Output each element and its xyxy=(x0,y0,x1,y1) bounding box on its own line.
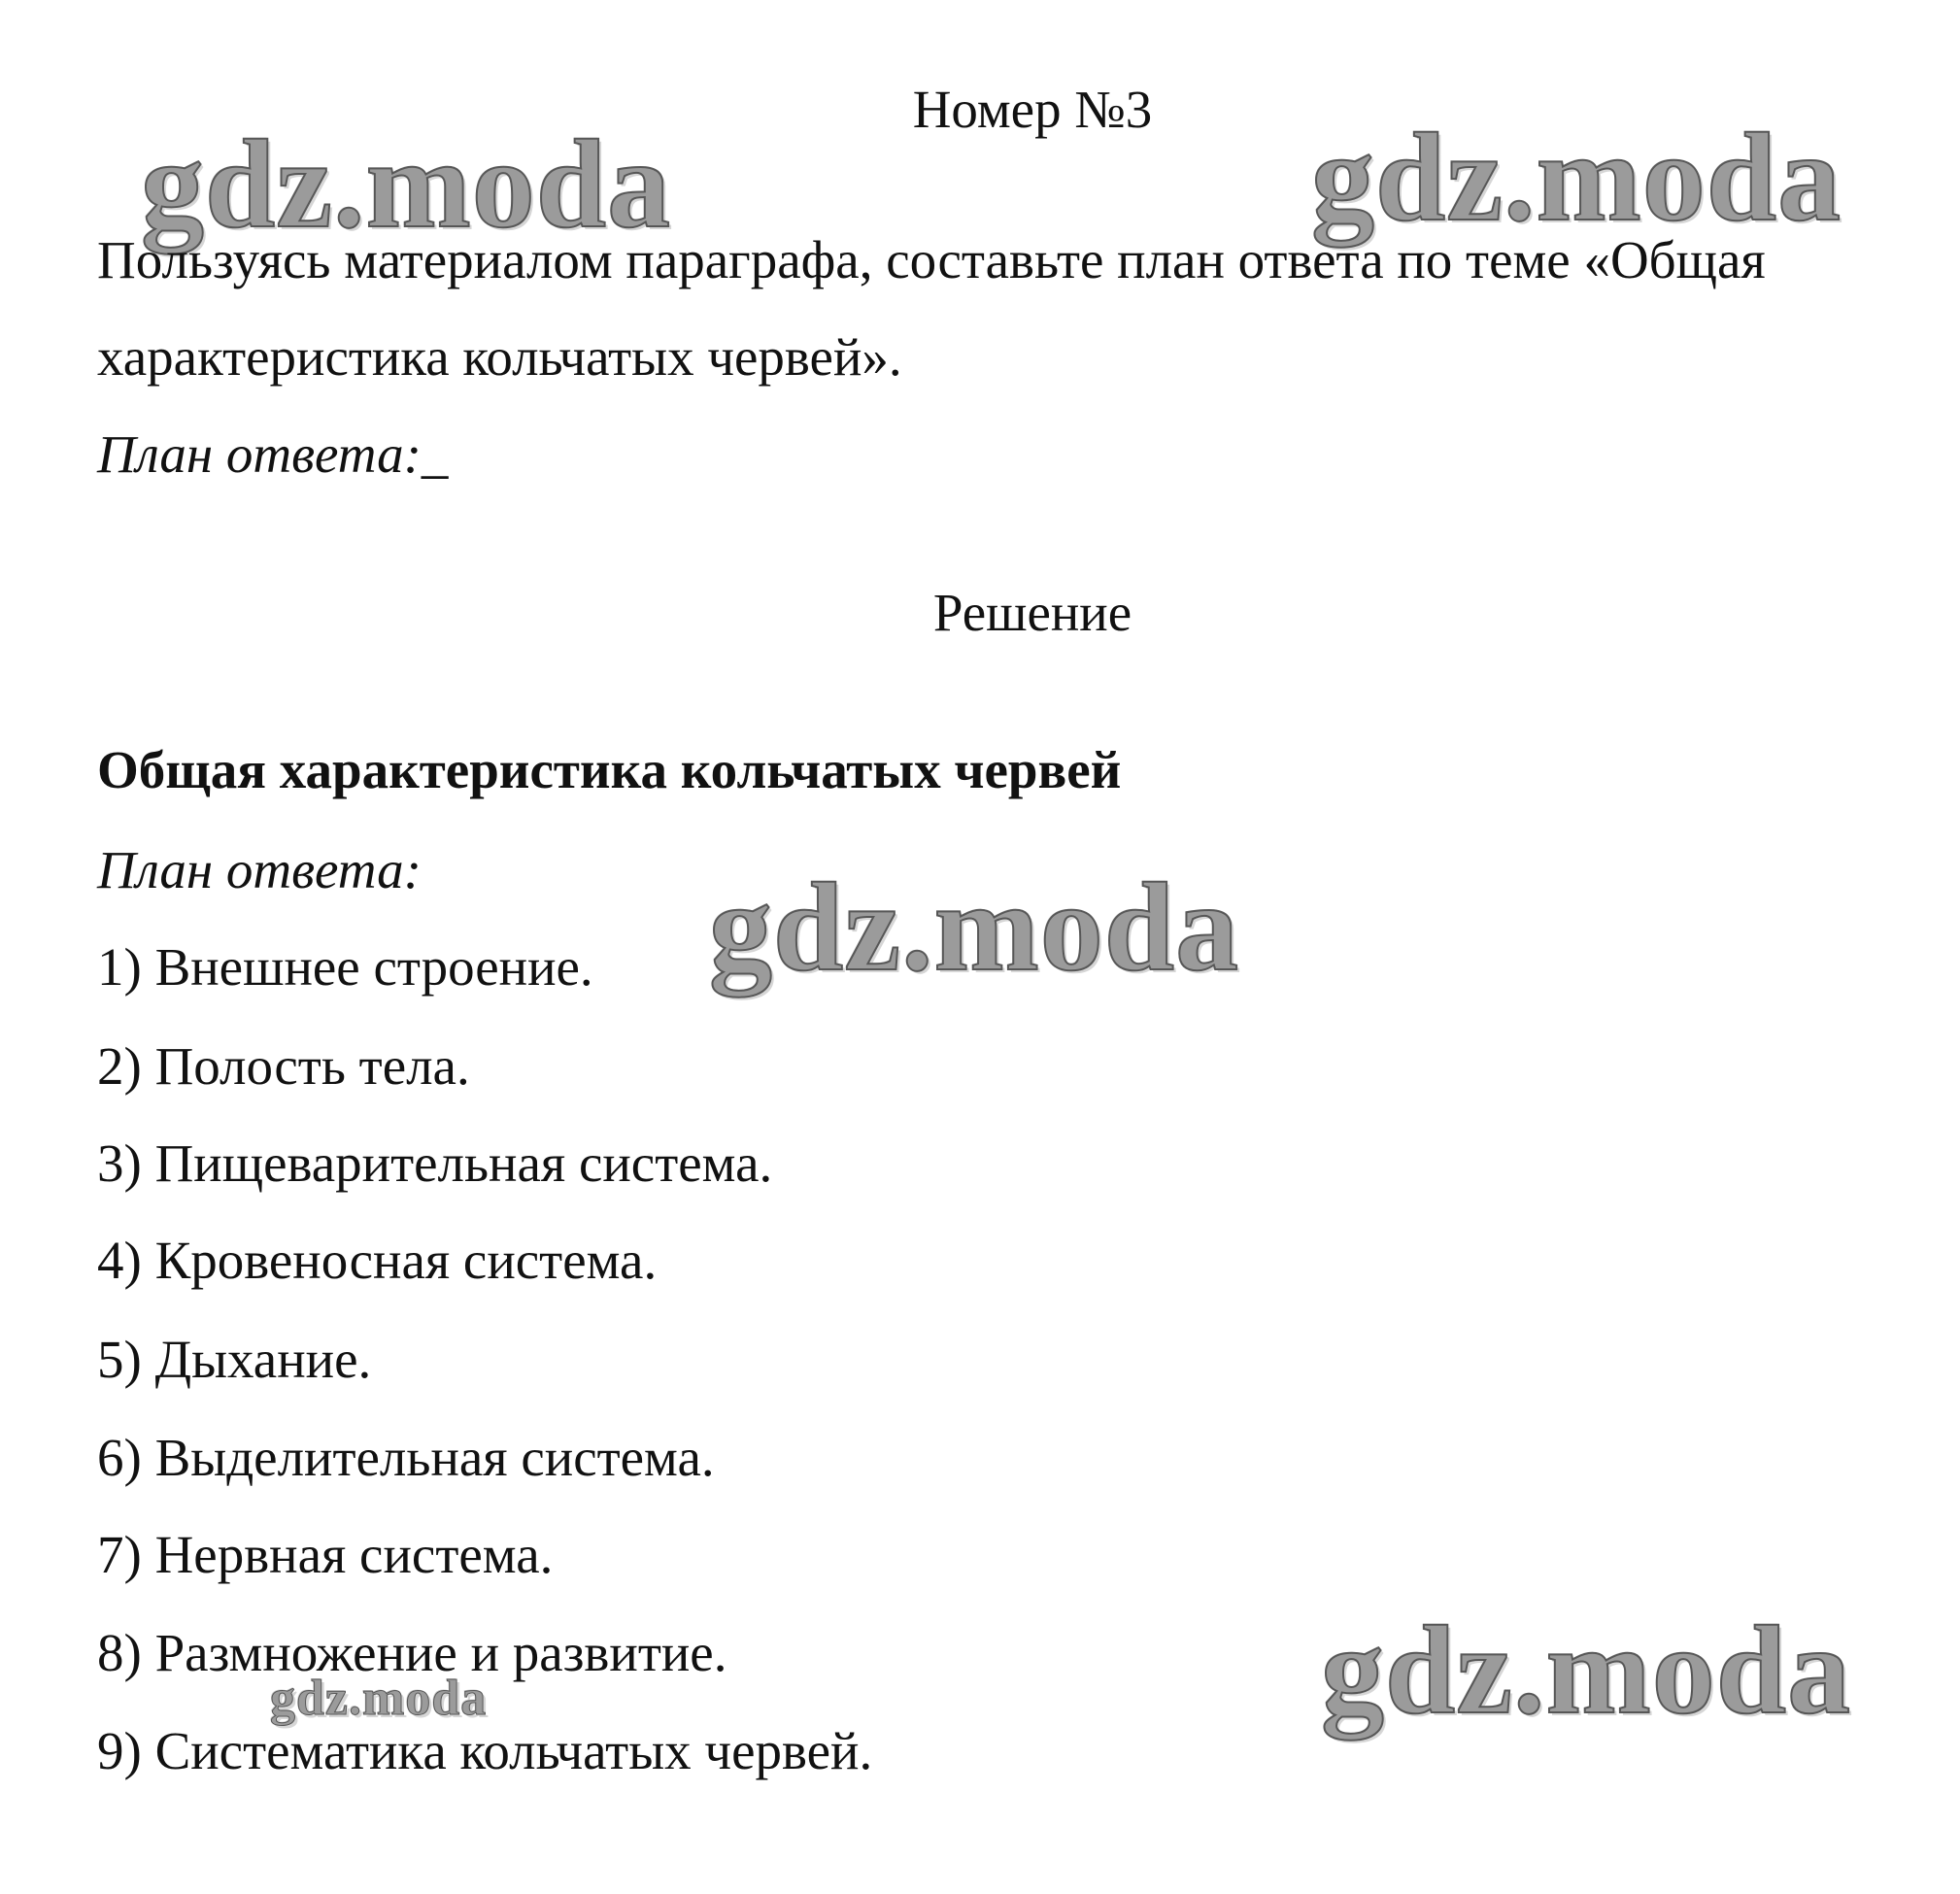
watermark-top-left: gdz.moda xyxy=(141,115,672,254)
plan-item-3: 3) Пищеварительная система. xyxy=(97,1133,773,1193)
solution-plan-label: План ответа: xyxy=(97,840,422,899)
watermark-middle: gdz.moda xyxy=(709,858,1240,998)
plan-item-1: 1) Внешнее строение. xyxy=(97,937,593,997)
plan-item-4: 4) Кровеносная система. xyxy=(97,1231,658,1290)
plan-item-2: 2) Полость тела. xyxy=(97,1036,470,1096)
task-number: Номер №3 xyxy=(912,80,1153,139)
plan-item-8: 8) Размножение и развитие. xyxy=(97,1623,727,1682)
solution-title: Общая характеристика кольчатых червей xyxy=(97,740,1122,799)
plan-item-6: 6) Выделительная система. xyxy=(97,1428,715,1487)
plan-item-9: 9) Систематика кольчатых червей. xyxy=(97,1721,873,1780)
task-text-line-2: характеристика кольчатых червей». xyxy=(97,327,902,387)
plan-item-7: 7) Нервная система. xyxy=(97,1525,554,1584)
watermark-bottom-right: gdz.moda xyxy=(1321,1601,1852,1741)
watermark-top-right: gdz.moda xyxy=(1311,108,1842,248)
solution-heading: Решение xyxy=(932,583,1132,642)
plan-item-5: 5) Дыхание. xyxy=(97,1330,372,1389)
task-text-line-1: Пользуясь материалом параграфа, составьте план ответа по теме «Общая xyxy=(97,230,1766,289)
task-plan-label: План ответа:_ xyxy=(97,424,449,484)
watermark-small-bottom: gdz.moda xyxy=(270,1671,488,1726)
